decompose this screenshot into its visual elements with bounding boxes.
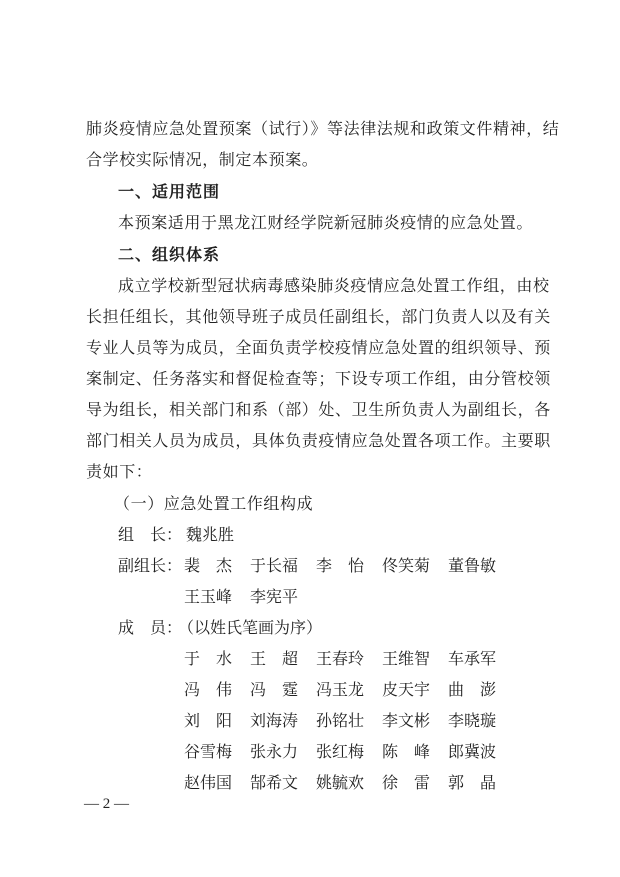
member-name: 皮天宇	[382, 680, 431, 699]
member-name: 孙铭壮	[316, 711, 365, 730]
member-name: 张永力	[250, 742, 299, 761]
member-name: 李晓璇	[448, 711, 497, 730]
deputy-name: 王玉峰	[184, 587, 233, 606]
deputy-name: 李宪平	[250, 587, 299, 606]
deputy-name: 裴 杰	[184, 556, 233, 575]
member-name: 陈 峰	[382, 742, 431, 761]
paragraph-line: 部门相关人员为成员，具体负责疫情应急处置各项工作。主要职	[86, 431, 551, 450]
paragraph-line: 导为组长，相关部门和系（部）处、卫生所负责人为副组长，各	[86, 400, 551, 419]
member-name: 郜希文	[250, 773, 299, 792]
member-name: 冯 伟	[184, 680, 233, 699]
member-name: 王维智	[382, 649, 431, 668]
members-note: （以姓氏笔画为序）	[178, 618, 323, 637]
deputy-name: 佟笑菊	[382, 556, 431, 575]
paragraph-line: 长担任组长，其他领导班子成员任副组长，部门负责人以及有关	[86, 307, 551, 326]
member-name: 赵伟国	[184, 773, 233, 792]
member-name: 于 水	[184, 649, 233, 668]
member-name: 徐 雷	[382, 773, 431, 792]
members-label: 成 员：	[118, 618, 183, 637]
member-name: 郎冀波	[448, 742, 497, 761]
member-name: 刘海涛	[250, 711, 299, 730]
member-name: 李文彬	[382, 711, 431, 730]
leader-label: 组 长：	[118, 525, 183, 544]
paragraph-line: 肺炎疫情应急处置预案（试行）》等法律法规和政策文件精神，结	[86, 119, 560, 138]
member-name: 郭 晶	[448, 773, 497, 792]
member-name: 冯玉龙	[316, 680, 365, 699]
member-name: 姚毓欢	[316, 773, 365, 792]
deputy-name: 于长福	[250, 556, 299, 575]
member-name: 王春玲	[316, 649, 365, 668]
member-name: 曲 澎	[448, 680, 497, 699]
deputy-name: 董鲁敏	[448, 556, 497, 575]
section-body: 本预案适用于黑龙江财经学院新冠肺炎疫情的应急处置。	[118, 213, 534, 232]
deputy-label: 副组长：	[118, 556, 183, 575]
subsection-heading: （一）应急处置工作组构成	[114, 494, 314, 513]
paragraph-line: 责如下：	[86, 462, 153, 481]
member-name: 刘 阳	[184, 711, 233, 730]
paragraph-line: 成立学校新型冠状病毒感染肺炎疫情应急处置工作组，由校	[118, 276, 550, 295]
page-number: — 2 —	[84, 796, 129, 812]
paragraph-line: 专业人员等为成员，全面负责学校疫情应急处置的组织领导、预	[86, 338, 551, 357]
paragraph-line: 案制定、任务落实和督促检查等；下设专项工作组，由分管校领	[86, 369, 551, 388]
member-name: 王 超	[250, 649, 299, 668]
leader-name: 魏兆胜	[186, 525, 235, 544]
section-heading: 二、组织体系	[118, 245, 221, 264]
paragraph-line: 合学校实际情况，制定本预案。	[86, 150, 319, 169]
member-name: 张红梅	[316, 742, 365, 761]
member-name: 冯 霆	[250, 680, 299, 699]
deputy-name: 李 怡	[316, 556, 365, 575]
member-name: 车承军	[448, 649, 497, 668]
member-name: 谷雪梅	[184, 742, 233, 761]
section-heading: 一、适用范围	[118, 182, 221, 201]
